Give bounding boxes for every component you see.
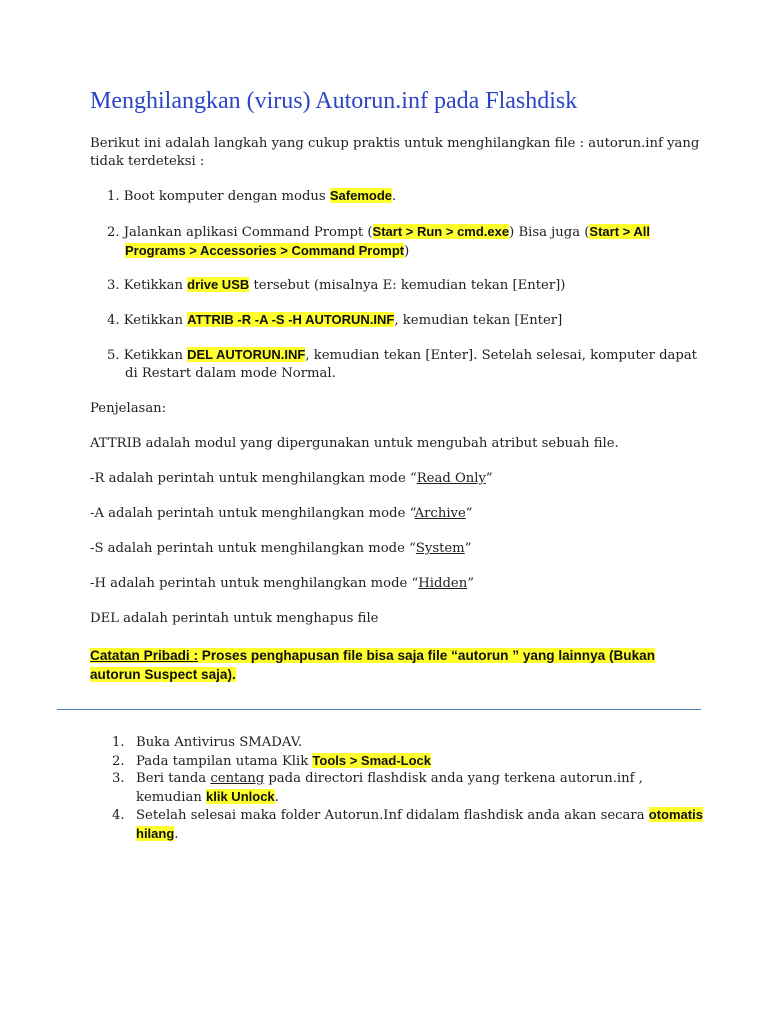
highlight-del-cmd: DEL AUTORUN.INF — [187, 347, 306, 362]
step-5: 5. Ketikkan DEL AUTORUN.INF, kemudian tekan [Enter]. Setelah selesai, komputer dapat di Restart dalam mode Normal. — [107, 347, 697, 381]
highlight-programs: Programs > Accessories > Command Prompt — [125, 243, 405, 258]
penjelasan-heading: Penjelasan: — [90, 401, 167, 416]
intro-text — [90, 135, 699, 171]
mode-read-only: -R adalah perintah untuk menghilangkan mode “Read Only” — [90, 471, 493, 486]
highlight-smad-lock: Tools > Smad-Lock — [312, 753, 432, 768]
document-title: Menghilangkan (virus) Autorun.inf pada Flashdisk — [90, 88, 578, 114]
step-3: 3. Ketikkan drive USB tersebut (misalnya E: kemudian tekan [Enter]) — [107, 277, 566, 293]
smadav-step-3: 3. Beri tanda centang pada directori flashdisk anda yang terkena autorun.inf , kemudian klik Unlock. — [112, 771, 643, 805]
smadav-step-1: 1. Buka Antivirus SMADAV. — [112, 735, 303, 750]
step-2: 2. Jalankan aplikasi Command Prompt (Start > Run > cmd.exe) Bisa juga (Start > All Programs > Accessories > Command Prompt) — [107, 224, 650, 259]
mode-archive: -A adalah perintah untuk menghilangkan mode “Archive” — [90, 506, 473, 521]
note-line-2: autorun Suspect saja). — [90, 667, 236, 682]
mode-hidden: -H adalah perintah untuk menghilangkan mode “Hidden” — [90, 576, 474, 591]
smadav-step-2: 2. Pada tampilan utama Klik Tools > Smad-Lock — [112, 753, 432, 769]
highlight-safemode: Safemode — [329, 188, 393, 203]
smadav-step-4: 4. Setelah selesai maka folder Autorun.Inf didalam flashdisk anda akan secara otomatis hilang. — [112, 807, 703, 842]
step-1: 1. Boot komputer dengan modus Safemode. — [107, 188, 397, 204]
intro-line-2: tidak terdeteksi : — [90, 154, 205, 169]
highlight-klik-unlock: klik Unlock — [206, 789, 275, 804]
step-4: 4. Ketikkan ATTRIB -R -A -S -H AUTORUN.INF, kemudian tekan [Enter] — [107, 312, 563, 328]
intro-line-1: Berikut ini adalah langkah yang cukup praktis untuk menghilangkan file : autorun.inf yang — [90, 136, 700, 151]
highlight-attrib-cmd: ATTRIB -R -A -S -H AUTORUN.INF — [187, 312, 395, 327]
note-label: Catatan Pribadi : — [90, 648, 199, 663]
mode-system: -S adalah perintah untuk menghilangkan mode “System” — [90, 541, 472, 556]
highlight-hilang: hilang — [136, 826, 175, 841]
highlight-start-all: Start > All — [589, 224, 650, 239]
attrib-description: ATTRIB adalah modul yang dipergunakan untuk mengubah atribut sebuah file. — [90, 436, 619, 451]
note-line-1: Proses penghapusan file bisa saja file “autorun ” yang lainnya (Bukan — [198, 648, 656, 663]
section-divider — [57, 709, 701, 710]
personal-note — [90, 646, 655, 684]
highlight-cmd: Start > Run > cmd.exe — [372, 224, 510, 239]
highlight-drive-usb: drive USB — [187, 277, 250, 292]
del-description: DEL adalah perintah untuk menghapus file — [90, 611, 379, 626]
highlight-otomatis: otomatis — [648, 807, 703, 822]
